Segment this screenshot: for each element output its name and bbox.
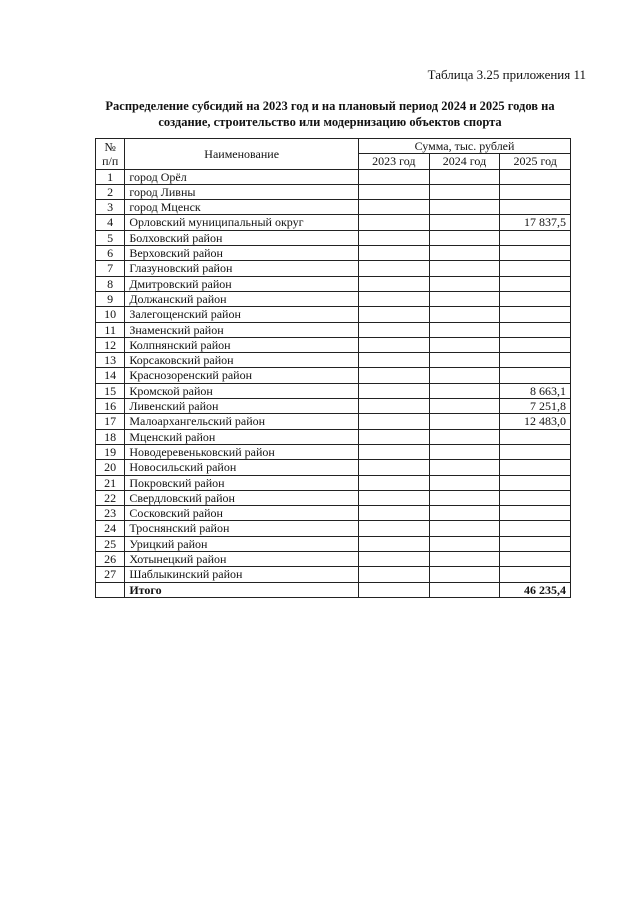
- row-num: 23: [96, 506, 125, 521]
- row-num: 6: [96, 246, 125, 261]
- total-label: Итого: [125, 582, 359, 597]
- row-value-2024: [429, 368, 500, 383]
- row-value-2025: [500, 429, 571, 444]
- table-row: [96, 552, 571, 567]
- row-name: Орловский муниципальный округ: [125, 215, 359, 230]
- row-num: 18: [96, 429, 125, 444]
- row-value-2025: [500, 169, 571, 184]
- table-caption: Таблица 3.25 приложения 11: [427, 67, 586, 82]
- row-num: 19: [96, 444, 125, 459]
- row-name: Новосильский район: [125, 460, 359, 475]
- row-value-2023: [359, 337, 430, 352]
- header-year-2024: 2024 год: [429, 154, 500, 169]
- row-name: Малоархангельский район: [125, 414, 359, 429]
- table-row: [96, 261, 571, 276]
- row-value-2024: [429, 490, 500, 505]
- row-name: город Ливны: [125, 184, 359, 199]
- header-year-2025: 2025 год: [500, 154, 571, 169]
- title-line-1: Распределение субсидий на 2023 год и на плановый период 2024 и 2025 годов на: [105, 99, 555, 113]
- subsidy-table: [95, 138, 571, 598]
- row-value-2024: [429, 291, 500, 306]
- table-row: [96, 169, 571, 184]
- row-name: Урицкий район: [125, 536, 359, 551]
- row-value-2023: [359, 230, 430, 245]
- row-num: 15: [96, 383, 125, 398]
- row-value-2023: [359, 552, 430, 567]
- header-num: [96, 139, 125, 170]
- row-value-2024: [429, 169, 500, 184]
- row-value-2023: [359, 414, 430, 429]
- row-name: Должанский район: [125, 291, 359, 306]
- row-value-2025: 17 837,5: [500, 215, 571, 230]
- table-row: [96, 322, 571, 337]
- header-name: Наименование: [125, 139, 359, 170]
- row-value-2023: [359, 444, 430, 459]
- row-name: Краснозоренский район: [125, 368, 359, 383]
- table-row: [96, 200, 571, 215]
- table-row: [96, 291, 571, 306]
- row-value-2024: [429, 429, 500, 444]
- row-name: Кромской район: [125, 383, 359, 398]
- row-value-2023: [359, 460, 430, 475]
- row-value-2025: [500, 261, 571, 276]
- row-value-2024: [429, 246, 500, 261]
- row-value-2024: [429, 261, 500, 276]
- row-name: Мценский район: [125, 429, 359, 444]
- table-row: [96, 460, 571, 475]
- row-num: 4: [96, 215, 125, 230]
- row-value-2025: [500, 506, 571, 521]
- row-value-2023: [359, 490, 430, 505]
- row-value-2024: [429, 383, 500, 398]
- table-row: [96, 230, 571, 245]
- row-value-2025: [500, 230, 571, 245]
- table-body: [96, 169, 571, 597]
- row-value-2023: [359, 246, 430, 261]
- table-header: [96, 139, 571, 170]
- row-value-2024: [429, 444, 500, 459]
- row-value-2023: [359, 322, 430, 337]
- table-row: [96, 429, 571, 444]
- table-row: [96, 276, 571, 291]
- row-name: Сосковский район: [125, 506, 359, 521]
- row-value-2025: [500, 184, 571, 199]
- row-value-2025: [500, 475, 571, 490]
- row-value-2023: [359, 200, 430, 215]
- table-row: [96, 414, 571, 429]
- header-year-2023: 2023 год: [359, 154, 430, 169]
- row-value-2023: [359, 567, 430, 582]
- row-value-2023: [359, 368, 430, 383]
- row-value-2025: [500, 246, 571, 261]
- row-num: 24: [96, 521, 125, 536]
- row-num: 13: [96, 353, 125, 368]
- row-value-2025: [500, 536, 571, 551]
- row-num: 9: [96, 291, 125, 306]
- row-name: Хотынецкий район: [125, 552, 359, 567]
- row-value-2025: [500, 368, 571, 383]
- row-num: 2: [96, 184, 125, 199]
- row-name: Знаменский район: [125, 322, 359, 337]
- row-value-2024: [429, 475, 500, 490]
- row-value-2024: [429, 215, 500, 230]
- row-value-2025: [500, 353, 571, 368]
- table-row: [96, 490, 571, 505]
- row-value-2024: [429, 353, 500, 368]
- table-row: [96, 337, 571, 352]
- row-num: 21: [96, 475, 125, 490]
- total-row: [96, 582, 571, 597]
- row-value-2024: [429, 230, 500, 245]
- row-num: 8: [96, 276, 125, 291]
- row-name: Ливенский район: [125, 399, 359, 414]
- title-line-2: создание, строительство или модернизацию объектов спорта: [158, 115, 502, 129]
- row-value-2025: [500, 490, 571, 505]
- document-title: [60, 98, 600, 130]
- row-value-2024: [429, 460, 500, 475]
- table-row: [96, 536, 571, 551]
- total-value-2023: [359, 582, 430, 597]
- table-row: [96, 444, 571, 459]
- table-row: [96, 184, 571, 199]
- row-name: Шаблыкинский район: [125, 567, 359, 582]
- table-row: [96, 368, 571, 383]
- table-row: [96, 307, 571, 322]
- row-value-2023: [359, 276, 430, 291]
- row-num: 5: [96, 230, 125, 245]
- total-num: [96, 582, 125, 597]
- table-row: [96, 521, 571, 536]
- row-value-2024: [429, 536, 500, 551]
- row-value-2023: [359, 291, 430, 306]
- table-row: [96, 353, 571, 368]
- row-value-2024: [429, 200, 500, 215]
- row-num: 25: [96, 536, 125, 551]
- row-name: Верховский район: [125, 246, 359, 261]
- row-value-2023: [359, 536, 430, 551]
- row-value-2025: [500, 200, 571, 215]
- table-row: [96, 475, 571, 490]
- row-value-2025: 12 483,0: [500, 414, 571, 429]
- row-value-2025: [500, 322, 571, 337]
- row-num: 20: [96, 460, 125, 475]
- row-value-2023: [359, 506, 430, 521]
- row-value-2024: [429, 506, 500, 521]
- row-value-2025: [500, 567, 571, 582]
- row-value-2023: [359, 383, 430, 398]
- row-num: 27: [96, 567, 125, 582]
- row-num: 12: [96, 337, 125, 352]
- row-value-2024: [429, 414, 500, 429]
- row-value-2023: [359, 475, 430, 490]
- row-value-2024: [429, 337, 500, 352]
- header-num-line-2: п/п: [102, 153, 119, 168]
- table-row: [96, 399, 571, 414]
- row-num: 3: [96, 200, 125, 215]
- row-num: 17: [96, 414, 125, 429]
- row-value-2025: [500, 276, 571, 291]
- row-value-2025: [500, 444, 571, 459]
- row-value-2025: 7 251,8: [500, 399, 571, 414]
- row-value-2023: [359, 307, 430, 322]
- row-name: Новодеревеньковский район: [125, 444, 359, 459]
- row-num: 10: [96, 307, 125, 322]
- row-num: 16: [96, 399, 125, 414]
- table-row: [96, 383, 571, 398]
- row-name: Свердловский район: [125, 490, 359, 505]
- row-name: Троснянский район: [125, 521, 359, 536]
- row-value-2025: 8 663,1: [500, 383, 571, 398]
- table-row: [96, 567, 571, 582]
- row-value-2024: [429, 276, 500, 291]
- row-num: 14: [96, 368, 125, 383]
- row-value-2023: [359, 184, 430, 199]
- row-name: Колпнянский район: [125, 337, 359, 352]
- row-value-2025: [500, 460, 571, 475]
- row-value-2023: [359, 169, 430, 184]
- row-num: 11: [96, 322, 125, 337]
- row-value-2024: [429, 307, 500, 322]
- row-value-2024: [429, 552, 500, 567]
- row-value-2025: [500, 552, 571, 567]
- row-num: 26: [96, 552, 125, 567]
- header-sum: Сумма, тыс. рублей: [359, 139, 571, 154]
- row-name: Дмитровский район: [125, 276, 359, 291]
- row-value-2025: [500, 521, 571, 536]
- row-value-2023: [359, 399, 430, 414]
- total-value-2024: [429, 582, 500, 597]
- table-row: [96, 215, 571, 230]
- row-name: Залегощенский район: [125, 307, 359, 322]
- row-value-2024: [429, 184, 500, 199]
- row-value-2024: [429, 399, 500, 414]
- row-name: Глазуновский район: [125, 261, 359, 276]
- total-value-2025: 46 235,4: [500, 582, 571, 597]
- row-value-2023: [359, 429, 430, 444]
- row-value-2024: [429, 521, 500, 536]
- row-value-2025: [500, 291, 571, 306]
- row-num: 1: [96, 169, 125, 184]
- row-value-2023: [359, 261, 430, 276]
- table-row: [96, 246, 571, 261]
- row-name: город Мценск: [125, 200, 359, 215]
- row-value-2025: [500, 337, 571, 352]
- row-num: 22: [96, 490, 125, 505]
- row-value-2025: [500, 307, 571, 322]
- row-value-2024: [429, 567, 500, 582]
- header-num-line-1: №: [104, 139, 116, 154]
- row-num: 7: [96, 261, 125, 276]
- row-name: Корсаковский район: [125, 353, 359, 368]
- row-name: город Орёл: [125, 169, 359, 184]
- row-value-2023: [359, 521, 430, 536]
- row-value-2024: [429, 322, 500, 337]
- table-row: [96, 506, 571, 521]
- row-value-2023: [359, 353, 430, 368]
- row-value-2023: [359, 215, 430, 230]
- row-name: Покровский район: [125, 475, 359, 490]
- row-name: Болховский район: [125, 230, 359, 245]
